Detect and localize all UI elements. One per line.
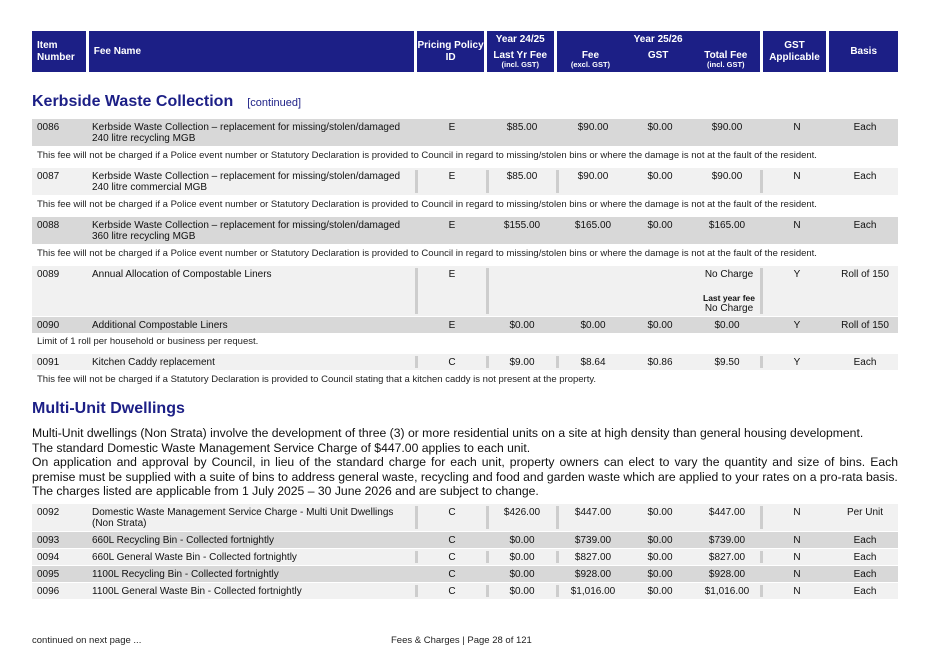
total-fee: $90.00 [711,122,743,133]
fee-name: 1100L Recycling Bin - Collected fortnightly [92,569,279,580]
header-item-number-label: Item Number [37,39,75,63]
header-last-yr-incl-gst: (incl. GST) [501,60,540,70]
header-year-prev-label: Year 24/25 [495,34,545,45]
gst-applicable: N [793,171,801,182]
item-number: 0091 [37,357,60,368]
column-divider [760,585,763,597]
item-number: 0096 [37,586,60,597]
gst-amount: $0.00 [647,507,673,518]
last-yr-fee: $85.00 [506,171,538,182]
fee-excl-gst: $827.00 [574,552,612,563]
header-gst-spacer [624,61,692,70]
gst-amount: $0.00 [647,552,673,563]
row-note: This fee will not be charged if a Police event number or Statutory Declaration is provided to Council in regard to missing/stolen bins or where the damage is not at the fault of the resident. [37,248,817,259]
column-divider [760,506,763,529]
gst-applicable: N [793,552,801,563]
total-fee: $447.00 [708,507,746,518]
header-last-yr-fee-label: Last Yr Fee [493,49,548,61]
basis: Roll of 150 [841,269,889,280]
column-divider [415,585,418,597]
total-fee: $827.00 [708,552,746,563]
total-fee: $165.00 [708,220,746,231]
row-note: Limit of 1 roll per household or business per request. [37,336,259,347]
column-divider [760,551,763,563]
gst-amount: $0.00 [647,535,673,546]
item-number: 0086 [37,122,60,133]
basis: Each [853,569,877,580]
basis: Each [853,535,877,546]
total-fee: $90.00 [711,171,743,182]
gst-applicable: N [793,220,801,231]
header-year-prev [487,31,554,72]
total-fee: $0.00 [714,320,740,331]
last-yr-fee: $9.00 [509,357,535,368]
table-row [32,354,898,370]
column-divider [760,268,763,314]
gst-applicable: N [793,122,801,133]
table-row [32,532,898,548]
header-gst-applicable-label: GST Applicable [769,39,820,63]
basis: Per Unit [846,507,884,518]
basis: Each [853,586,877,597]
fee-excl-gst: $90.00 [577,171,609,182]
fee-excl-gst: $165.00 [574,220,612,231]
continued-footer: continued on next page ... [32,635,142,646]
pricing-policy: C [448,586,456,597]
item-number: 0095 [37,569,60,580]
header-basis-label: Basis [850,45,878,57]
last-yr-fee: $426.00 [503,507,541,518]
column-divider [415,356,418,368]
gst-amount: $0.00 [647,586,673,597]
table-row [32,317,898,333]
fee-excl-gst: $0.00 [580,320,606,331]
fee-name: 660L Recycling Bin - Collected fortnightly [92,535,274,546]
header-total-fee-label: Total Fee [704,49,748,61]
item-number: 0089 [37,269,60,280]
header-fee-name-label: Fee Name [93,45,142,57]
gst-amount: $0.86 [647,357,673,368]
total-fee: $9.50 [714,357,740,368]
column-divider [486,506,489,529]
header-total-fee [692,50,760,70]
column-divider [486,551,489,563]
header-year-curr-label: Year 25/26 [633,34,683,45]
header-fee-name [89,31,414,72]
header-basis [829,31,898,72]
table-row [32,168,898,195]
pricing-policy: C [448,569,456,580]
table-row [32,583,898,599]
header-gst-label: GST [647,49,669,61]
pricing-policy: C [448,507,456,518]
gst-amount: $0.00 [647,122,673,133]
header-last-yr-fee [487,50,554,70]
column-divider [415,268,418,314]
gst-applicable: Y [793,357,801,368]
pricing-policy: E [448,269,456,280]
fee-excl-gst: $8.64 [580,357,606,368]
last-yr-fee: $0.00 [509,552,535,563]
last-year-fee-value: No Charge [704,303,754,314]
gst-applicable: N [793,507,801,518]
fee-excl-gst: $739.00 [574,535,612,546]
gst-applicable: N [793,569,801,580]
basis: Each [853,357,877,368]
gst-applicable: N [793,586,801,597]
total-fee: $928.00 [708,569,746,580]
header-gst-applicable [763,31,827,72]
row-note: This fee will not be charged if a Police event number or Statutory Declaration is provided to Council in regard to missing/stolen bins or where the damage is not at the fault of the resident. [37,150,817,161]
table-row [32,266,898,316]
basis: Each [853,171,877,182]
table-row [32,566,898,582]
table-row [32,504,898,531]
pricing-policy: C [448,552,456,563]
pricing-policy: E [448,320,456,331]
header-year-curr [557,31,760,72]
item-number: 0088 [37,220,60,231]
section-description [32,426,898,499]
pricing-policy: E [448,220,456,231]
page-number: Fees & Charges | Page 28 of 121 [391,635,532,646]
header-fee-label: Fee [581,49,600,61]
fee-excl-gst: $447.00 [574,507,612,518]
continued-tag: [continued] [247,97,302,109]
header-fee-excl-gst: (excl. GST) [570,60,611,70]
last-yr-fee: $85.00 [506,122,538,133]
fee-excl-gst: $90.00 [577,122,609,133]
column-divider [486,356,489,368]
fee-name: Kerbside Waste Collection – replacement for missing/stolen/damaged 240 litre recycling MGB [92,122,401,144]
gst-amount: $0.00 [647,320,673,331]
table-row [32,549,898,565]
last-yr-fee: $0.00 [509,535,535,546]
last-yr-fee: $0.00 [509,569,535,580]
row-note: This fee will not be charged if a Police event number or Statutory Declaration is provided to Council in regard to missing/stolen bins or where the damage is not at the fault of the resident. [37,199,817,210]
gst-applicable: N [793,535,801,546]
column-divider [415,506,418,529]
basis: Each [853,122,877,133]
fee-name: Annual Allocation of Compostable Liners [92,269,272,280]
fee-name: 660L General Waste Bin - Collected fortnightly [92,552,297,563]
column-divider [760,356,763,368]
description-paragraph: The charges listed are applicable from 1 July 2025 – 30 June 2026 and are subject to change. [32,484,539,498]
item-number: 0092 [37,507,60,518]
description-paragraph: The standard Domestic Waste Management Service Charge of $447.00 applies to each unit. [32,440,531,455]
description-paragraph: Multi-Unit dwellings (Non Strata) involve the development of three (3) or more residential units on a site at high density than general housing development. [32,426,864,440]
section-title-multi-unit: Multi-Unit Dwellings [32,400,185,417]
item-number: 0087 [37,171,60,182]
basis: Each [853,552,877,563]
pricing-policy: C [448,357,456,368]
gst-applicable: Y [793,269,801,280]
basis: Each [853,220,877,231]
fee-name: Kitchen Caddy replacement [92,357,215,368]
section-title-kerbside-text: Kerbside Waste Collection [32,93,234,110]
fee-name: Kerbside Waste Collection – replacement for missing/stolen/damaged 240 litre commercial MGB [92,171,401,193]
last-year-fee-label: Last year fee [703,293,755,303]
header-total-incl-gst: (incl. GST) [707,60,745,70]
header-gst [624,50,692,70]
item-number: 0093 [37,535,60,546]
total-fee: $739.00 [708,535,746,546]
header-pricing-policy-label: Pricing Policy ID [417,39,484,63]
last-yr-fee: $155.00 [503,220,541,231]
total-fee: No Charge [704,269,754,280]
last-yr-fee: $0.00 [509,586,535,597]
column-divider [486,268,489,314]
total-fee: $1,016.00 [704,586,750,597]
basis: Roll of 150 [841,320,889,331]
item-number: 0090 [37,320,60,331]
fee-name: Domestic Waste Management Service Charge - Multi Unit Dwellings (Non Strata) [92,507,394,529]
row-note: This fee will not be charged if a Statutory Declaration is provided to Council stating that a kitchen caddy is not present at the property. [37,374,597,385]
table-row [32,217,898,244]
column-divider [486,170,489,193]
column-divider [415,170,418,193]
table-header [32,31,898,72]
fee-name: 1100L General Waste Bin - Collected fortnightly [92,586,302,597]
pricing-policy: E [448,171,456,182]
pricing-policy: C [448,535,456,546]
header-fee [557,50,625,70]
gst-amount: $0.00 [647,220,673,231]
section-title-kerbside [32,93,301,111]
last-yr-fee: $0.00 [509,320,535,331]
fee-excl-gst: $928.00 [574,569,612,580]
pricing-policy: E [448,122,456,133]
column-divider [760,170,763,193]
table-row [32,119,898,146]
gst-amount: $0.00 [647,171,673,182]
gst-applicable: Y [793,320,801,331]
description-paragraph: On application and approval by Council, in lieu of the standard charge for each unit, property owners can elect to vary the quantity and size of bins. Each premise must be supplied with a suite of bins to address general waste, recycling and food and garden waste which are applied to your rates on a pro-rata basis. [32,455,898,484]
header-pricing-policy [417,31,484,72]
fee-excl-gst: $1,016.00 [570,586,616,597]
fee-name: Additional Compostable Liners [92,320,228,331]
gst-amount: $0.00 [647,569,673,580]
column-divider [486,585,489,597]
column-divider [415,551,418,563]
header-item-number [32,31,86,72]
item-number: 0094 [37,552,60,563]
fee-name: Kerbside Waste Collection – replacement for missing/stolen/damaged 360 litre recycling MGB [92,220,401,242]
